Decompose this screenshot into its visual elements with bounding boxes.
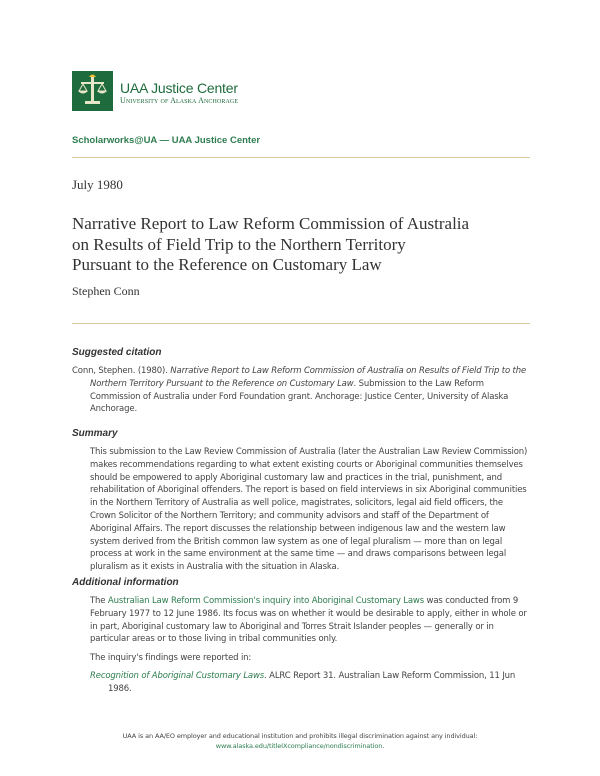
additional-paragraph xyxy=(90,595,530,646)
citation-title-line2: Northern Territory Pursuant to the Reference on Customary Law xyxy=(90,378,354,389)
report-title: Recognition of Aboriginal Customary Laws xyxy=(90,671,265,681)
report-details: . ALRC Report 31. Australian Law Reform Commission, 11 Jun xyxy=(264,671,516,681)
logo-title: UAA Justice Center xyxy=(120,80,238,96)
footer xyxy=(0,731,600,751)
additional-prefix: The xyxy=(90,596,108,606)
footer-link-suffix: . xyxy=(382,742,385,750)
author: Stephen Conn xyxy=(72,284,140,298)
page-title xyxy=(72,214,532,276)
citation-title-line1: Narrative Report to Law Reform Commission of Australia on Results of Field Trip to the xyxy=(170,366,527,376)
recognition-report-link[interactable] xyxy=(90,671,264,681)
additional-rest: was conducted from 9 February 1977 to 12 June 1986. Its focus was on whether it would be desirable to apply, either in whole or in part, Aboriginal customary law to Aboriginal and Torres Strait Islander peoples — generally or in particular areas or to those living in tribal communities only. xyxy=(90,596,527,645)
breadcrumb[interactable]: Scholarworks@UA — UAA Justice Center xyxy=(72,135,261,146)
report-year: 1986. xyxy=(108,683,132,694)
publication-date: July 1980 xyxy=(72,177,123,192)
scales-of-justice-icon xyxy=(72,71,113,111)
report-reference xyxy=(90,670,530,696)
title-line: Narrative Report to Law Reform Commission of Australia xyxy=(72,214,470,233)
nondiscrimination-link[interactable]: www.alaska.edu/titleIXcompliance/nondiscrimination xyxy=(215,742,383,750)
logo-subtitle: University of Alaska Anchorage xyxy=(120,96,239,105)
citation-heading: Suggested citation xyxy=(72,347,162,358)
citation-authors: Conn, Stephen. (1980). xyxy=(72,366,171,376)
uaa-justice-center-logo xyxy=(72,71,238,111)
divider xyxy=(72,157,530,158)
findings-intro: The inquiry's findings were reported in: xyxy=(90,653,252,663)
title-line: on Results of Field Trip to the Northern Territory xyxy=(72,234,406,254)
title-line: Pursuant to the Reference on Customary Law xyxy=(72,255,382,274)
citation-details: . Submission to the Law Reform Commission of Australia under Ford Foundation grant. Anchorage: Justice Center, University of Alaska Anchorage. xyxy=(90,378,509,415)
summary-text: This submission to the Law Review Commission of Australia (later the Australian Law Review Commission) makes recommendations regarding to what extent existing courts or Aboriginal communities themselves should be empowered to apply Aboriginal customary law and practices in the trial, punishment, and rehabilitation of Aboriginal offenders. The report is based on field interviews in six Aboriginal communities in the Northern Territory of Australia as well police, magistrates, solicitors, legal aid field officers, the Crown Solicitor of the Northern Territory; and community advisors and staff of the Department of Aboriginal Affairs. The report discusses the relationship between indigenous law and the western law system derived from the British common law system as one of legal pluralism — more than on legal process at work in the same environment at the same time — and draws comparisons between legal pluralism as it exists in Australia with the situation in Alaska. xyxy=(90,447,528,573)
alrc-inquiry-link[interactable]: Australian Law Reform Commission's inquiry into Aboriginal Customary Laws xyxy=(107,596,424,606)
citation xyxy=(72,365,530,416)
additional-info-heading: Additional information xyxy=(72,577,179,588)
summary-heading: Summary xyxy=(72,428,118,439)
divider xyxy=(72,323,530,324)
footer-notice: UAA is an AA/EO employer and educational institution and prohibits illegal discrimination against any individual: xyxy=(122,732,478,740)
